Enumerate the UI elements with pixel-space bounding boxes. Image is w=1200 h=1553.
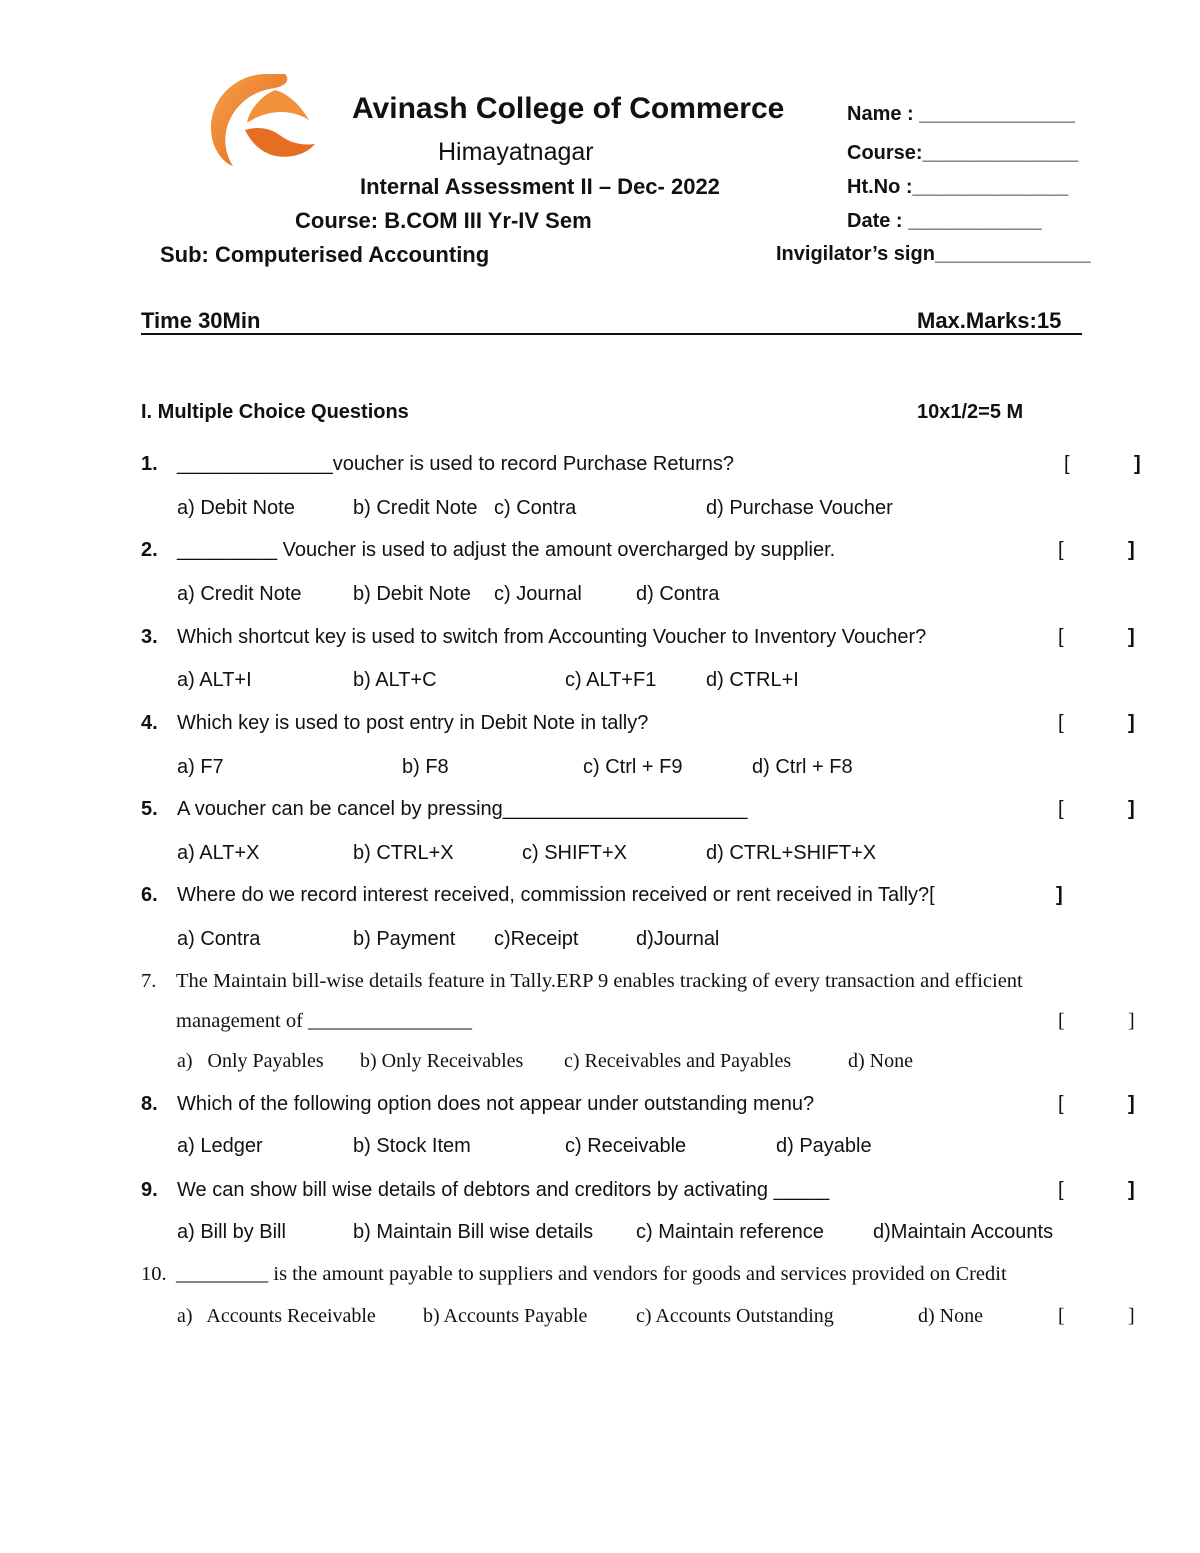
answer-bracket-close: ]	[1056, 884, 1063, 906]
date-field: Date : ____________	[847, 210, 1042, 232]
option-c: c) Contra	[494, 497, 577, 519]
option-b: b) Stock Item	[353, 1135, 471, 1157]
answer-bracket-open: [	[1058, 1305, 1065, 1327]
option-a: a) F7	[177, 756, 224, 778]
question-number: 1.	[141, 453, 158, 475]
subject-title: Sub: Computerised Accounting	[160, 242, 490, 267]
option-c: c) ALT+F1	[565, 669, 657, 691]
option-c: c) Receivable	[565, 1135, 687, 1157]
question-text: Where do we record interest received, commission received or rent received in Tally?[	[177, 884, 935, 906]
question-number: 6.	[141, 884, 158, 906]
answer-bracket-open: [	[1058, 1010, 1065, 1032]
htno-field: Ht.No :______________	[847, 176, 1069, 198]
option-b: b) F8	[402, 756, 449, 778]
answer-bracket-open: [	[1064, 453, 1070, 475]
answer-bracket-open: [	[1058, 1179, 1064, 1201]
section-marks: 10x1/2=5 M	[917, 401, 1024, 423]
college-name: Avinash College of Commerce	[352, 92, 785, 125]
option-c: c) Receivables and Payables	[564, 1050, 792, 1072]
answer-bracket-close: ]	[1128, 539, 1135, 561]
option-c: c) Ctrl + F9	[583, 756, 683, 778]
option-c: c)Receipt	[494, 928, 579, 950]
option-b: b) Payment	[353, 928, 456, 950]
college-place: Himayatnagar	[438, 138, 594, 166]
answer-bracket-close: ]	[1134, 453, 1141, 475]
option-a: a) ALT+X	[177, 842, 260, 864]
question-text: Which key is used to post entry in Debit Note in tally?	[177, 712, 649, 734]
question-number: 10.	[141, 1263, 167, 1285]
option-a: a) Accounts Receivable	[177, 1305, 376, 1327]
course-title: Course: B.COM III Yr-IV Sem	[295, 208, 592, 233]
answer-bracket-open: [	[1058, 539, 1064, 561]
option-b: b) Debit Note	[353, 583, 471, 605]
answer-bracket-open: [	[1058, 712, 1064, 734]
option-d: d)Journal	[636, 928, 720, 950]
option-d: d) Purchase Voucher	[706, 497, 893, 519]
option-d: d) Payable	[776, 1135, 872, 1157]
option-c: c) SHIFT+X	[522, 842, 628, 864]
course-field: Course:______________	[847, 142, 1079, 164]
question-number: 3.	[141, 626, 158, 648]
option-d: d) None	[848, 1050, 913, 1072]
answer-bracket-open: [	[1058, 798, 1064, 820]
college-logo-icon	[205, 68, 320, 168]
question-text-continued: management of ________________	[176, 1010, 473, 1032]
option-a: a) Debit Note	[177, 497, 295, 519]
question-text: Which of the following option does not appear under outstanding menu?	[177, 1093, 815, 1115]
option-c: c) Journal	[494, 583, 582, 605]
option-d: d) CTRL+I	[706, 669, 799, 691]
question-text: _________ is the amount payable to suppliers and vendors for goods and services provided on Credit	[176, 1263, 1007, 1285]
question-text: Which shortcut key is used to switch from Accounting Voucher to Inventory Voucher?	[177, 626, 927, 648]
question-number: 2.	[141, 539, 158, 561]
option-a: a) ALT+I	[177, 669, 252, 691]
answer-bracket-close: ]	[1128, 1010, 1135, 1032]
answer-bracket-close: ]	[1128, 1305, 1135, 1327]
question-text: We can show bill wise details of debtors and creditors by activating _____	[177, 1179, 830, 1201]
answer-bracket-close: ]	[1128, 712, 1135, 734]
answer-bracket-open: [	[1058, 626, 1064, 648]
option-d: d) None	[918, 1305, 983, 1327]
name-field: Name : ______________	[847, 103, 1075, 125]
answer-bracket-close: ]	[1128, 798, 1135, 820]
question-number: 5.	[141, 798, 158, 820]
option-a: a) Only Payables	[177, 1050, 324, 1072]
option-b: b) CTRL+X	[353, 842, 454, 864]
question-text: A voucher can be cancel by pressing______________________	[177, 798, 748, 820]
option-d: d) Ctrl + F8	[752, 756, 853, 778]
max-marks-label: Max.Marks:15	[917, 308, 1062, 333]
option-c: c) Accounts Outstanding	[636, 1305, 834, 1327]
option-c: c) Maintain reference	[636, 1221, 824, 1243]
option-a: a) Bill by Bill	[177, 1221, 286, 1243]
time-label: Time 30Min	[141, 308, 261, 333]
invigilator-field: Invigilator’s sign______________	[776, 243, 1091, 265]
question-text: _________ Voucher is used to adjust the amount overcharged by supplier.	[177, 539, 836, 561]
option-d: d)Maintain Accounts	[873, 1221, 1054, 1243]
question-number: 9.	[141, 1179, 158, 1201]
section-title: I. Multiple Choice Questions	[141, 401, 409, 423]
exam-title: Internal Assessment II – Dec- 2022	[360, 174, 720, 199]
option-b: b) Accounts Payable	[423, 1305, 588, 1327]
question-number: 4.	[141, 712, 158, 734]
answer-bracket-close: ]	[1128, 1179, 1135, 1201]
option-b: b) Only Receivables	[360, 1050, 524, 1072]
question-number: 8.	[141, 1093, 158, 1115]
option-b: b) ALT+C	[353, 669, 437, 691]
question-text: The Maintain bill-wise details feature in Tally.ERP 9 enables tracking of every transaction and efficient	[176, 970, 1023, 992]
answer-bracket-close: ]	[1128, 1093, 1135, 1115]
question-number: 7.	[141, 970, 157, 992]
answer-bracket-open: [	[1058, 1093, 1064, 1115]
option-d: d) CTRL+SHIFT+X	[706, 842, 877, 864]
header-rule	[141, 333, 1082, 335]
option-d: d) Contra	[636, 583, 720, 605]
option-a: a) Credit Note	[177, 583, 302, 605]
option-b: b) Maintain Bill wise details	[353, 1221, 594, 1243]
option-b: b) Credit Note	[353, 497, 478, 519]
question-text: ______________voucher is used to record Purchase Returns?	[177, 453, 735, 475]
option-a: a) Contra	[177, 928, 261, 950]
option-a: a) Ledger	[177, 1135, 263, 1157]
answer-bracket-close: ]	[1128, 626, 1135, 648]
